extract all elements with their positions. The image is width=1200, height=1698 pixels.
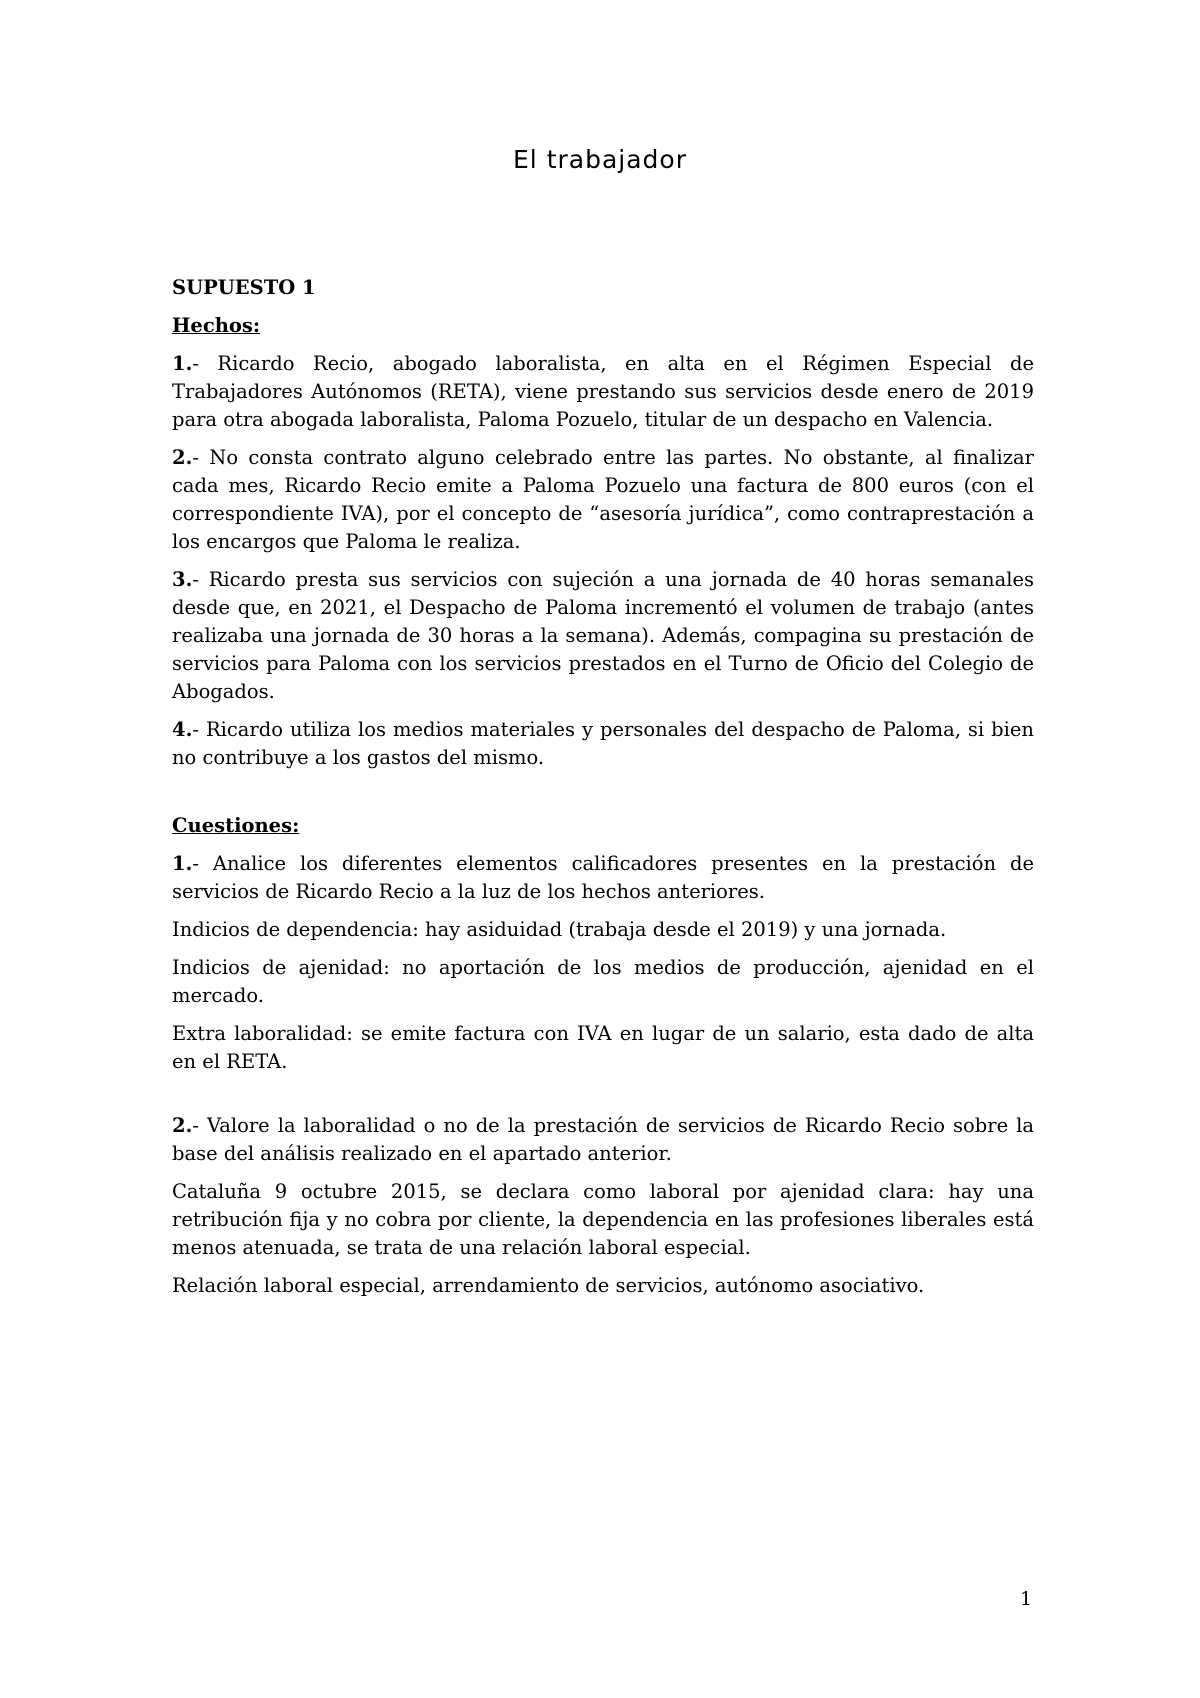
fact-text: - Ricardo Recio, abogado laboralista, en alta en el Régimen Especial de Trabajadores Autónomos (RETA), viene prestando sus servicios desde enero de 2019 para otra abogada laboralista, Paloma Pozuelo, titular de un despacho en Valencia. bbox=[172, 352, 1034, 431]
fact-number: 4. bbox=[172, 718, 193, 741]
fact-text: - No consta contrato alguno celebrado entre las partes. No obstante, al finalizar cada mes, Ricardo Recio emite a Paloma Pozuelo una factura de 800 euros (con el correspondiente IVA), por el concepto de “asesoría jurídica”, como contraprestación a los encargos que Paloma le realiza. bbox=[172, 446, 1034, 553]
fact-number: 1. bbox=[172, 352, 193, 375]
answer-paragraph: Indicios de ajenidad: no aportación de los medios de producción, ajenidad en el mercado. bbox=[172, 956, 1034, 1007]
fact-text: - Ricardo utiliza los medios materiales y personales del despacho de Paloma, si bien no contribuye a los gastos del mismo. bbox=[172, 718, 1034, 769]
question-paragraph bbox=[172, 850, 1034, 906]
question-number: 1. bbox=[172, 852, 193, 875]
question-text: - Analice los diferentes elementos calificadores presentes en la prestación de servicios de Ricardo Recio a la luz de los hechos anteriores. bbox=[172, 852, 1034, 903]
document-title: El trabajador bbox=[513, 145, 687, 174]
answer-paragraph: Extra laboralidad: se emite factura con IVA en lugar de un salario, esta dado de alta en el RETA. bbox=[172, 1022, 1034, 1073]
question-paragraph bbox=[172, 1112, 1034, 1168]
fact-paragraph bbox=[172, 444, 1034, 556]
fact-number: 2. bbox=[172, 446, 193, 469]
page-number: 1 bbox=[1020, 1588, 1033, 1610]
answer-paragraph: Relación laboral especial, arrendamiento de servicios, autónomo asociativo. bbox=[172, 1274, 925, 1297]
question-text: - Valore la laboralidad o no de la prestación de servicios de Ricardo Recio sobre la base del análisis realizado en el apartado anterior. bbox=[172, 1114, 1034, 1165]
fact-paragraph bbox=[172, 716, 1034, 772]
answer-paragraph: Cataluña 9 octubre 2015, se declara como laboral por ajenidad clara: hay una retribución fija y no cobra por cliente, la dependencia en las profesiones liberales está menos atenuada, se trata de una relación laboral especial. bbox=[172, 1180, 1034, 1259]
fact-number: 3. bbox=[172, 568, 193, 591]
fact-paragraph bbox=[172, 566, 1034, 706]
facts-heading: Hechos: bbox=[172, 314, 261, 337]
questions-heading: Cuestiones: bbox=[172, 814, 300, 837]
case-heading: SUPUESTO 1 bbox=[172, 276, 316, 299]
fact-text: - Ricardo presta sus servicios con sujeción a una jornada de 40 horas semanales desde que, en 2021, el Despacho de Paloma incrementó el volumen de trabajo (antes realizaba una jornada de 30 horas a la semana). Además, compagina su prestación de servicios para Paloma con los servicios prestados en el Turno de Oficio del Colegio de Abogados. bbox=[172, 568, 1034, 703]
question-number: 2. bbox=[172, 1114, 193, 1137]
fact-paragraph bbox=[172, 350, 1034, 434]
answer-paragraph: Indicios de dependencia: hay asiduidad (trabaja desde el 2019) y una jornada. bbox=[172, 918, 947, 941]
document-body bbox=[172, 274, 1034, 1310]
